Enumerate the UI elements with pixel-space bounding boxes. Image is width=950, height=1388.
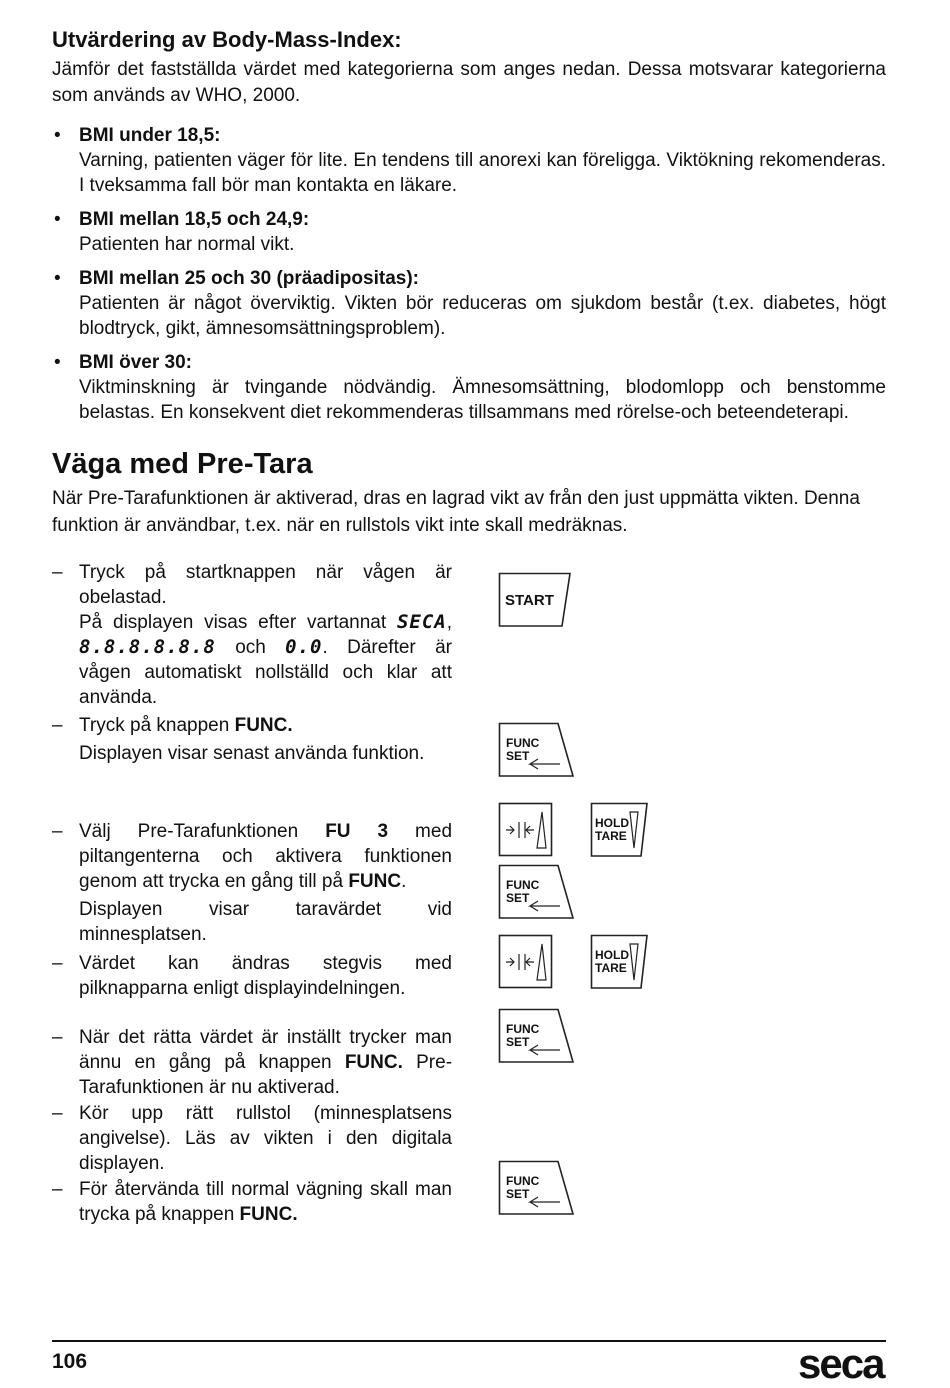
lcd-seca: SECA: [396, 611, 447, 633]
bmi-intro: Jämför det fastställda värdet med kategorierna som anges nedan. Dessa motsvarar kategorierna som används av WHO, 2000.: [52, 59, 886, 106]
step-func: – Tryck på knappen FUNC. Displayen visar senast använda funktion.: [52, 715, 425, 764]
svg-text:HOLD: HOLD: [595, 948, 629, 962]
arrow-up-button-icon: [498, 802, 554, 858]
svg-text:START: START: [505, 592, 554, 609]
svg-text:SET: SET: [506, 1035, 530, 1049]
pretara-intro: När Pre-Tarafunktionen är aktiverad, dras en lagrad vikt av från den just uppmätta vikten. Denna funktion är användbar, t.ex. när en rullstols vikt inte skall medräknas.: [52, 488, 860, 536]
step-select: – Välj Pre-Tarafunktionen FU 3 med piltangenterna och aktivera funktionen genom att trycka en gång till på FUNC. Displayen visar taravärdet vid minnesplatsen.: [52, 821, 453, 945]
svg-text:SET: SET: [506, 891, 530, 905]
func-set-button-icon: [498, 1160, 576, 1216]
svg-text:TARE: TARE: [595, 829, 627, 843]
list-item: • BMI mellan 25 och 30 (präadipositas): Patienten är något överviktig. Vikten bör reduceras om sjukdom består (t.ex. diabetes, högt blodtryck, gikt, ämnesomsättningsproblem).: [54, 268, 886, 339]
svg-text:FUNC: FUNC: [506, 1174, 540, 1188]
lcd-zero: 0.0: [285, 636, 323, 658]
svg-text:SET: SET: [506, 1187, 530, 1201]
list-item: • BMI över 30: Viktminskning är tvingande nödvändig. Ämnesomsättning, blodomlopp och benstomme belastas. En konsekvent diet rekommenderas tillsammans med rörelse-och beteendeterapi.: [54, 352, 886, 423]
step-adjust: – Värdet kan ändras stegvis med pilknapparna enligt displayindelningen.: [52, 953, 452, 999]
footer-divider: [52, 1340, 886, 1342]
svg-text:FUNC: FUNC: [506, 1022, 540, 1036]
step-confirm: – När det rätta värdet är inställt trycker man ännu en gång på knappen FUNC. Pre-Tarafunktionen är nu aktiverad.: [52, 1027, 453, 1098]
step-start: – Tryck på startknappen när vågen är obelastad. På displayen visas efter vartannat SECA, 8.8.8.8.8.8 och 0.0. Därefter är vågen automatiskt nollställd och klar att använda.: [52, 562, 452, 708]
bmi-category-list: [52, 123, 886, 425]
hold-tare-button-icon: [590, 934, 650, 990]
page-number: 106: [52, 1350, 88, 1373]
bmi-heading: Utvärdering av Body-Mass-Index:: [52, 27, 402, 52]
pretara-heading: Väga med Pre-Tara: [52, 448, 313, 480]
start-button-icon: [498, 572, 573, 628]
arrow-up-button-icon: [498, 934, 554, 990]
svg-text:SET: SET: [506, 749, 530, 763]
step-return: – För återvända till normal vägning skall man trycka på knappen FUNC.: [52, 1179, 452, 1225]
svg-text:FUNC: FUNC: [506, 878, 540, 892]
lcd-eights: 8.8.8.8.8.8: [79, 636, 216, 658]
func-set-button-icon: [498, 864, 576, 920]
list-item: • BMI under 18,5: Varning, patienten väger för lite. En tendens till anorexi kan föreligga. Viktökning rekomenderas. I tveksamma fall bör man kontakta en läkare.: [54, 125, 886, 196]
seca-logo: seca: [798, 1340, 884, 1387]
step-wheelchair: – Kör upp rätt rullstol (minnesplatsens angivelse). Läs av vikten i den digitala displayen.: [52, 1103, 452, 1174]
svg-text:TARE: TARE: [595, 961, 627, 975]
func-set-button-icon: [498, 1008, 576, 1064]
list-item: • BMI mellan 18,5 och 24,9: Patienten har normal vikt.: [54, 209, 310, 255]
func-set-button-icon: [498, 722, 576, 778]
hold-tare-button-icon: [590, 802, 650, 858]
svg-text:HOLD: HOLD: [595, 816, 629, 830]
svg-text:FUNC: FUNC: [506, 736, 540, 750]
